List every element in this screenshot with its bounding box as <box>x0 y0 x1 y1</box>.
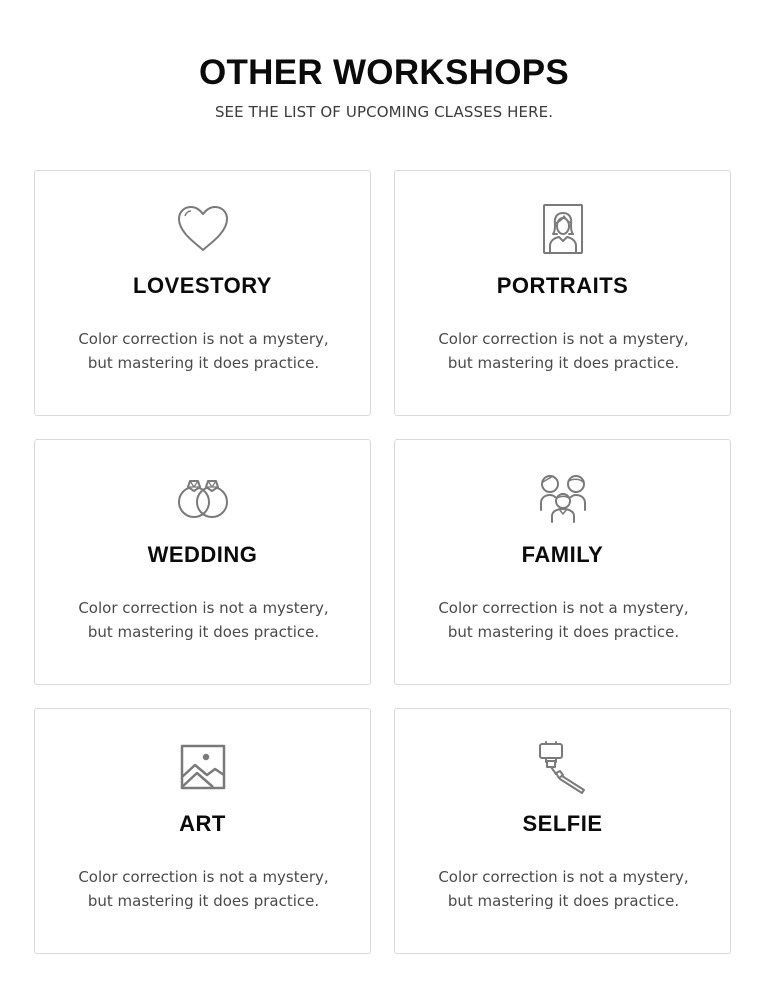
workshop-description <box>65 865 342 913</box>
workshop-description <box>425 596 702 644</box>
workshop-card-selfie[interactable] <box>394 708 731 954</box>
selfie-stick-icon <box>395 739 730 795</box>
workshop-card-art[interactable] <box>34 708 371 954</box>
description-line: but mastering it does practice. <box>447 623 680 641</box>
workshop-title: LOVESTORY <box>133 273 272 298</box>
description-line: but mastering it does practice. <box>447 892 680 910</box>
description-line: Color correction is not a mystery, <box>78 599 329 617</box>
workshop-title: PORTRAITS <box>496 273 629 298</box>
description-line: but mastering it does practice. <box>87 354 320 372</box>
workshop-card-wedding[interactable] <box>34 439 371 685</box>
page-subtitle: SEE THE LIST OF UPCOMING CLASSES HERE. <box>214 103 554 121</box>
heart-icon <box>35 201 370 257</box>
picture-icon <box>35 739 370 795</box>
portrait-icon <box>395 201 730 257</box>
workshop-title: SELFIE <box>522 811 603 836</box>
wedding-rings-icon <box>35 470 370 526</box>
workshop-description <box>65 596 342 644</box>
family-icon <box>395 470 730 526</box>
description-line: Color correction is not a mystery, <box>438 868 689 886</box>
workshop-description <box>425 327 702 375</box>
description-line: but mastering it does practice. <box>87 623 320 641</box>
description-line: but mastering it does practice. <box>447 354 680 372</box>
description-line: but mastering it does practice. <box>87 892 320 910</box>
workshop-description <box>65 327 342 375</box>
workshop-card-lovestory[interactable] <box>34 170 371 416</box>
description-line: Color correction is not a mystery, <box>438 599 689 617</box>
workshop-title: WEDDING <box>147 542 258 567</box>
workshop-title: FAMILY <box>521 542 604 567</box>
description-line: Color correction is not a mystery, <box>78 330 329 348</box>
workshop-card-portraits[interactable] <box>394 170 731 416</box>
workshop-title: ART <box>179 811 226 836</box>
workshop-card-family[interactable] <box>394 439 731 685</box>
description-line: Color correction is not a mystery, <box>78 868 329 886</box>
description-line: Color correction is not a mystery, <box>438 330 689 348</box>
workshop-description <box>425 865 702 913</box>
page-title: OTHER WORKSHOPS <box>198 53 570 92</box>
